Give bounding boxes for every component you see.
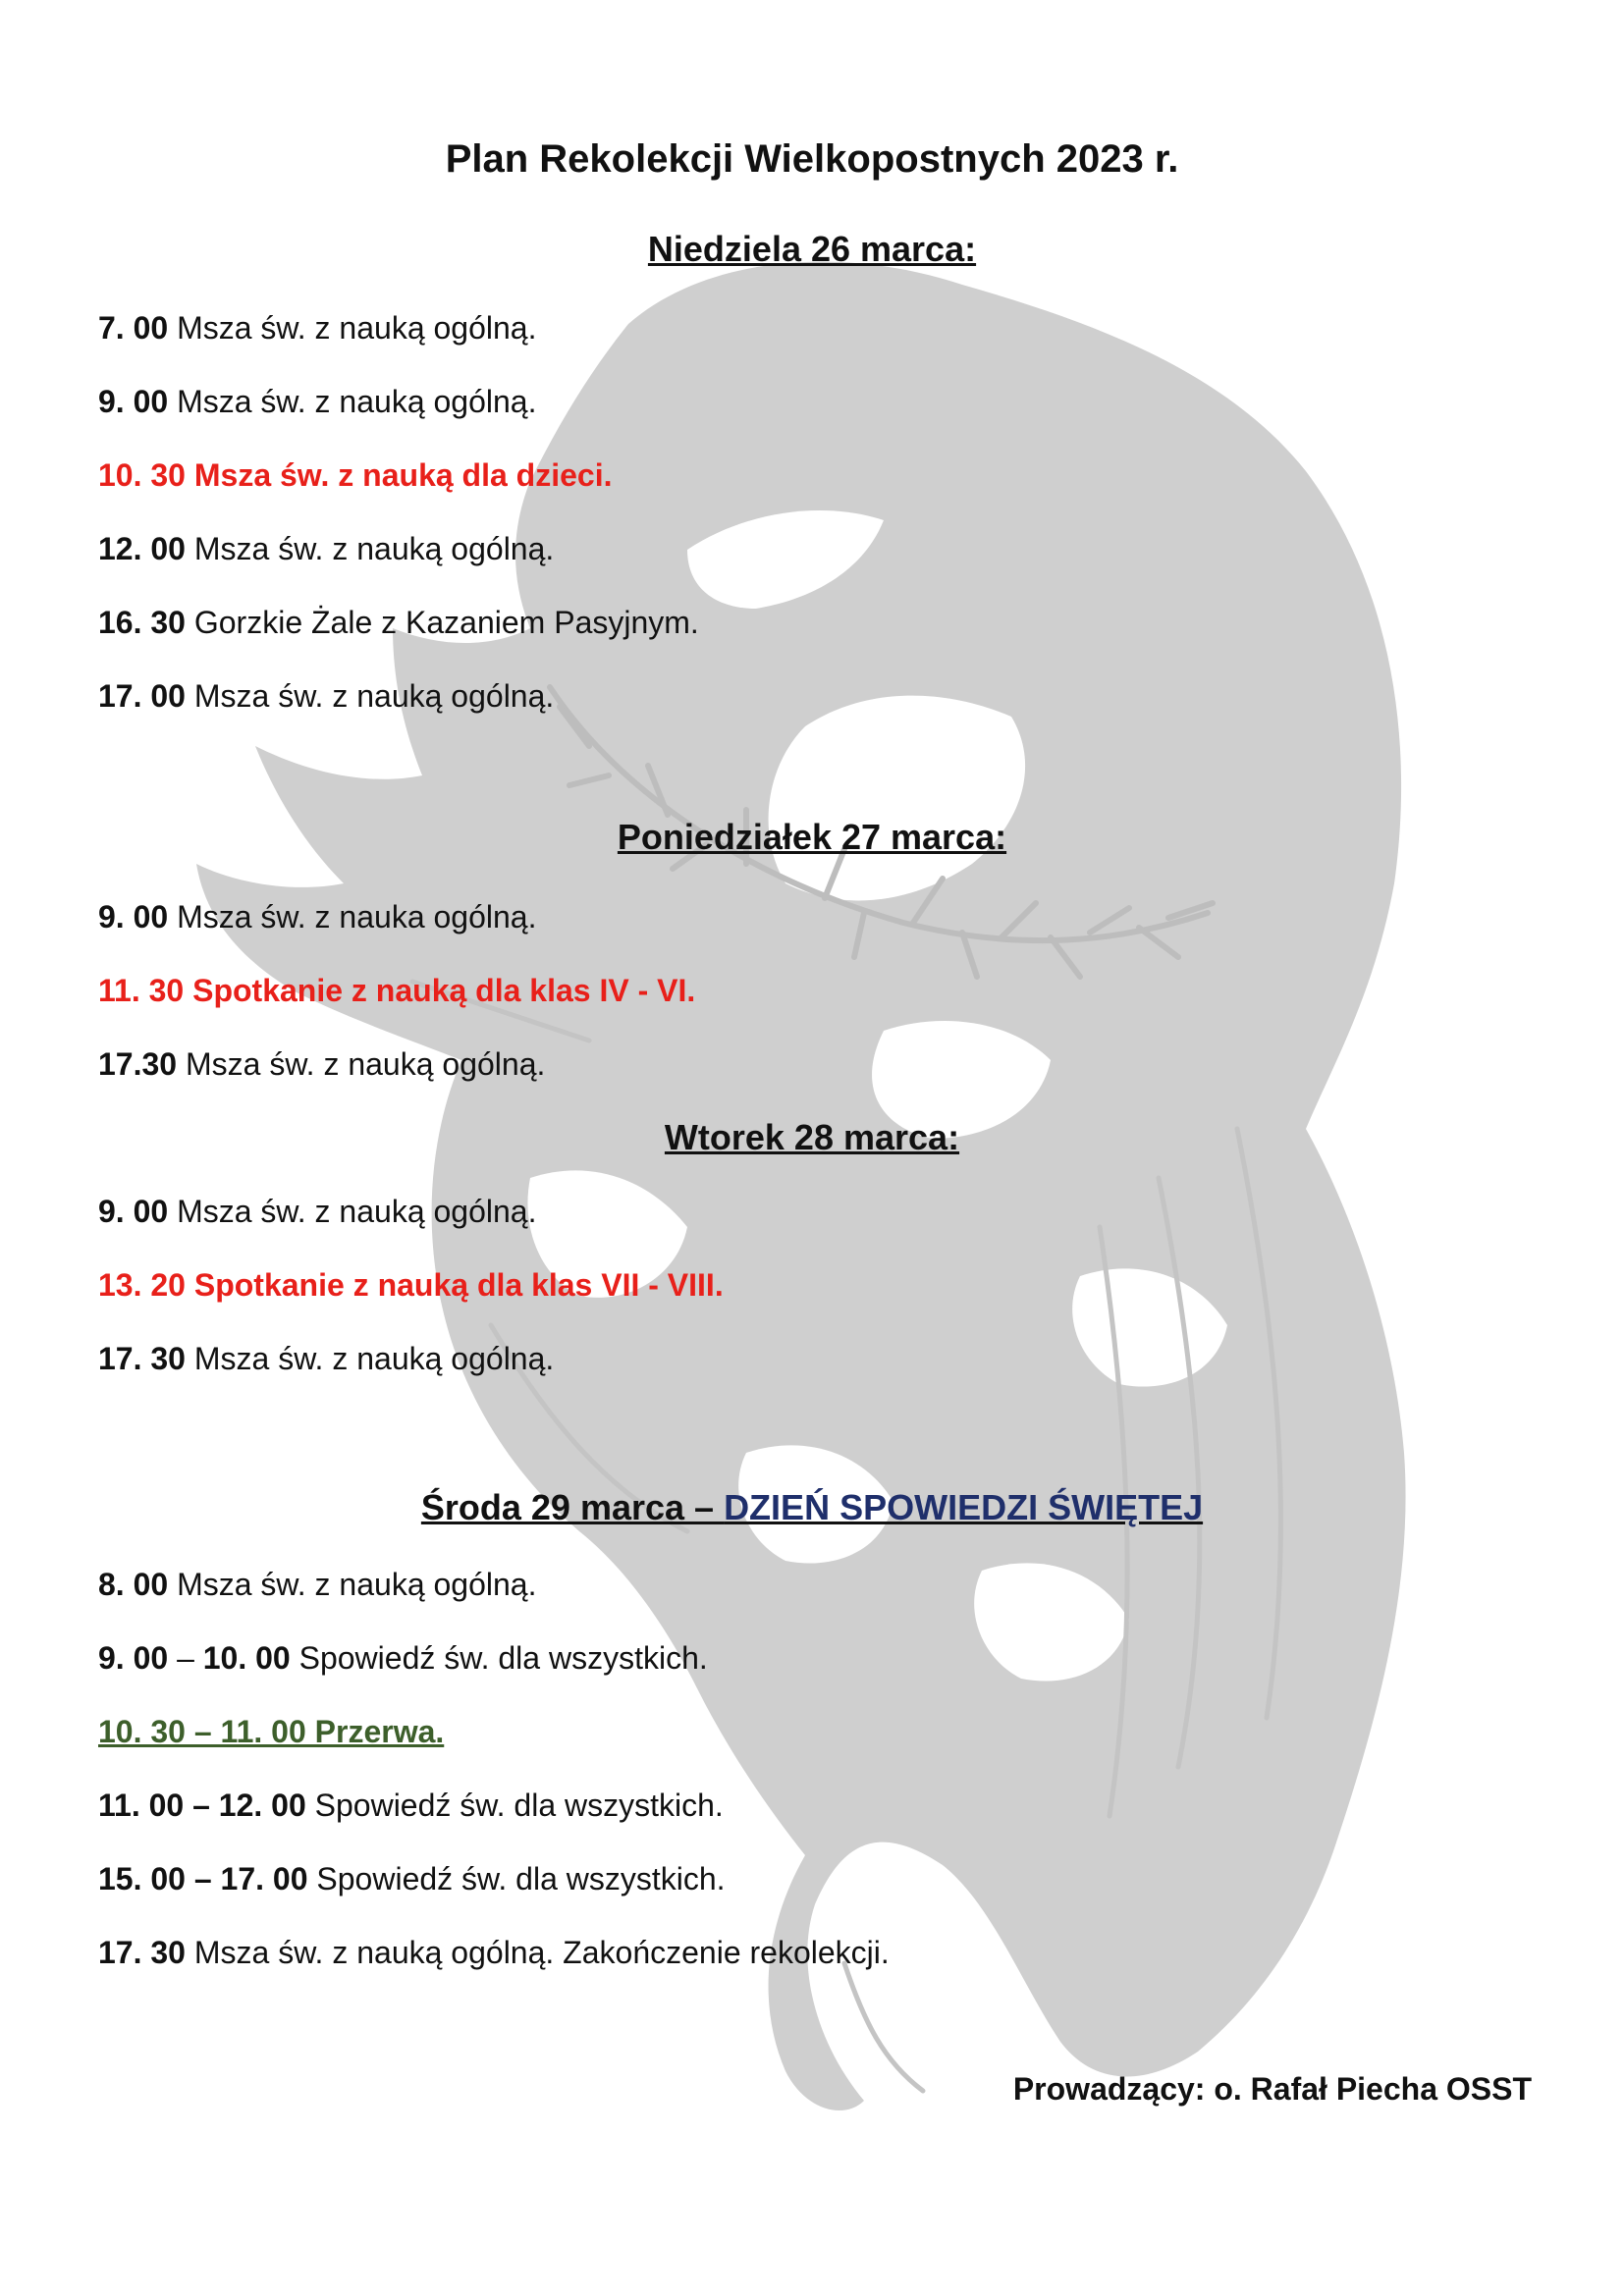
item-time: 9. 00 (98, 384, 169, 419)
item-time: 15. 00 – 17. 00 (98, 1861, 308, 1896)
item-time: 9. 00 (98, 1194, 169, 1229)
item-text: Msza św. z nauka ogólną. (168, 899, 537, 934)
item-time: 16. 30 (98, 605, 186, 640)
item-time: 11. 00 – 12. 00 (98, 1788, 306, 1823)
schedule-item-highlight: 13. 20 Spotkanie z nauką dla klas VII - VIII. (98, 1267, 724, 1303)
schedule-item (98, 1567, 536, 1603)
schedule-item (98, 1861, 726, 1897)
schedule-item (98, 1194, 536, 1230)
schedule-item (98, 531, 554, 567)
item-dash: – (168, 1640, 203, 1676)
schedule-item (98, 678, 554, 715)
item-time: 7. 00 (98, 310, 169, 346)
item-text: Spowiedź św. dla wszystkich. (305, 1788, 724, 1823)
schedule-item-break: 10. 30 – 11. 00 Przerwa. (98, 1714, 445, 1749)
item-text: Spowiedź św. dla wszystkich. (307, 1861, 726, 1896)
item-text: Msza św. z nauką ogólną. (168, 310, 537, 346)
item-text: Msza św. z nauką ogólną. (185, 1341, 555, 1376)
item-time: 9. 00 (98, 899, 169, 934)
item-text: Msza św. z nauką ogólną. (185, 531, 555, 566)
day-heading-sunday: Niedziela 26 marca: (647, 229, 977, 269)
item-time: 17.30 (98, 1046, 178, 1082)
item-time: 9. 00 (98, 1640, 169, 1676)
item-time: 12. 00 (98, 531, 186, 566)
schedule-item-highlight: 11. 30 Spotkanie z nauką dla klas IV - VI. (98, 973, 696, 1008)
schedule-item (98, 1046, 545, 1083)
item-time: 17. 30 (98, 1935, 186, 1970)
schedule-item (98, 1935, 890, 1971)
item-text: Msza św. z nauką ogólną. (168, 384, 537, 419)
item-time: 17. 00 (98, 678, 186, 714)
item-time-end: 10. 00 (202, 1640, 291, 1676)
item-text: Msza św. z nauką ogólną. (185, 678, 555, 714)
day-heading-monday: Poniedziałek 27 marca: (617, 817, 1007, 857)
item-text: Msza św. z nauką ogólną. Zakończenie rekolekcji. (185, 1935, 890, 1970)
schedule-item (98, 1788, 724, 1824)
schedule-item (98, 310, 536, 347)
item-text: Msza św. z nauką ogólną. (177, 1046, 546, 1082)
day-heading-wednesday (0, 1487, 1624, 1528)
item-text: Msza św. z nauką ogólną. (168, 1567, 537, 1602)
schedule-item (98, 605, 699, 641)
schedule-item-highlight: 10. 30 Msza św. z nauką dla dzieci. (98, 457, 613, 493)
schedule-item (98, 1640, 708, 1677)
day-heading-accent: DZIEŃ SPOWIEDZI ŚWIĘTEJ (724, 1487, 1204, 1527)
schedule-item (98, 384, 536, 420)
schedule-item (98, 899, 536, 935)
item-text: Msza św. z nauką ogólną. (168, 1194, 537, 1229)
schedule-item (98, 1341, 554, 1377)
day-heading-tuesday: Wtorek 28 marca: (664, 1117, 960, 1157)
page-title: Plan Rekolekcji Wielkopostnych 2023 r. (445, 137, 1179, 181)
item-time: 17. 30 (98, 1341, 186, 1376)
day-heading-text: Środa 29 marca – (420, 1487, 725, 1527)
item-text: Spowiedź św. dla wszystkich. (290, 1640, 708, 1676)
item-text: Gorzkie Żale z Kazaniem Pasyjnym. (185, 605, 699, 640)
retreat-leader: Prowadzący: o. Rafał Piecha OSST (1012, 2071, 1532, 2107)
item-time: 8. 00 (98, 1567, 169, 1602)
